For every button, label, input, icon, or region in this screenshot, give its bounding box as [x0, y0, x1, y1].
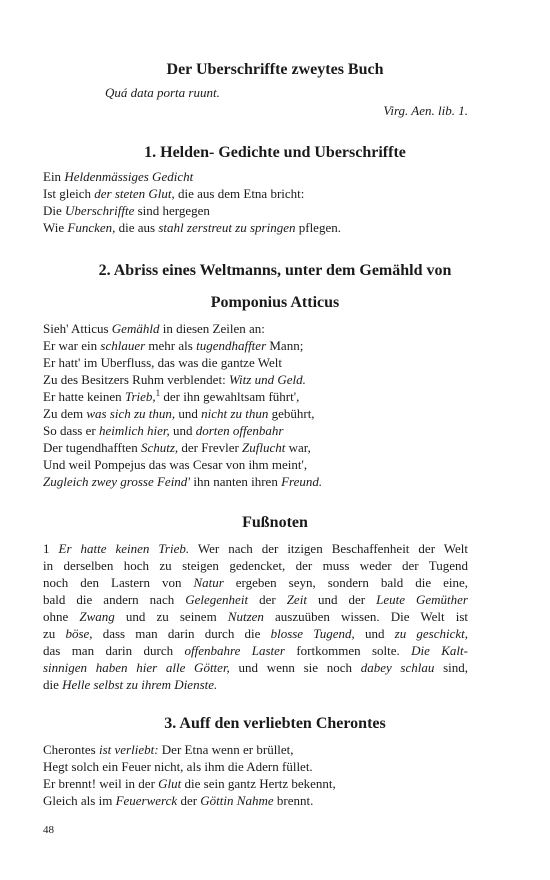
text-run: Witz und Geld.	[228, 372, 306, 387]
text-run: Er war ein	[43, 338, 101, 353]
text-run: stahl zerstreut zu springen	[158, 220, 296, 235]
text-run: Gemähld	[111, 321, 160, 336]
poem2-title-line2: Pomponius Atticus	[210, 294, 340, 311]
text-run: sind hergegen	[134, 203, 210, 218]
text-run: dass man darin durch die	[92, 626, 271, 641]
verse-line	[43, 473, 468, 490]
text-run: ihn nanten ihren	[190, 474, 282, 489]
text-run: schlauer	[100, 338, 146, 353]
text-run: Gleich als im	[43, 793, 116, 808]
verse-line	[43, 337, 468, 354]
poem3-body	[43, 741, 468, 809]
page-number: 48	[43, 824, 54, 836]
text-run: Ist gleich	[43, 186, 95, 201]
text-run: die aus dem Etna bricht:	[174, 186, 305, 201]
verse-line	[43, 405, 468, 422]
text-run: tugendhaffter	[196, 338, 267, 353]
text-run: Feuerwerck	[115, 793, 178, 808]
text-run: in derselben hoch zu steigen gedencket, der muss weder der Tugend	[43, 558, 468, 573]
text-run: Die Kalt-	[411, 643, 468, 658]
verse-line	[43, 185, 468, 202]
poem2-body	[43, 320, 468, 490]
text-run: Leute Gemüther	[376, 592, 468, 607]
text-run: und	[175, 406, 202, 421]
text-run: Er brennt! weil in der	[43, 776, 159, 791]
footnotes-body	[43, 540, 468, 693]
poem1-title: 1. Helden- Gedichte und Uberschriffte	[144, 144, 406, 161]
text-run: Zu dem	[43, 406, 87, 421]
text-run: Gelegenheit	[185, 592, 249, 607]
verse-line	[43, 388, 468, 405]
text-run: fortkommen solte.	[284, 643, 412, 658]
text-run: Wie	[43, 220, 68, 235]
verse-line	[43, 741, 468, 758]
footnote-line	[43, 608, 468, 625]
footnote-line	[43, 642, 468, 659]
text-run: Der tugendhafften	[43, 440, 141, 455]
text-run: Zeit	[286, 592, 307, 607]
text-run: der	[177, 793, 201, 808]
text-run: war,	[285, 440, 311, 455]
footnote-line	[43, 625, 468, 642]
text-run: die aus	[115, 220, 159, 235]
verse-line	[43, 792, 468, 809]
footnote-line	[43, 557, 468, 574]
footnote-line	[43, 574, 468, 591]
text-run: Ein	[43, 169, 65, 184]
text-run: der	[248, 592, 287, 607]
verse-line	[43, 422, 468, 439]
text-run: ist verliebt:	[98, 742, 159, 757]
text-run: Und weil Pompejus das was Cesar von ihm meint',	[43, 457, 308, 472]
text-run: auszuüben wissen. Die Welt ist	[263, 609, 468, 624]
verse-line	[43, 168, 468, 185]
text-run: ohne	[43, 609, 80, 624]
text-run: Der Etna wenn er brüllet,	[158, 742, 294, 757]
text-run: mehr als	[145, 338, 197, 353]
verse-line	[43, 202, 468, 219]
text-run: Wer nach der itzigen Beschaffenheit der Welt	[189, 541, 469, 556]
verse-line	[43, 775, 468, 792]
text-run: Er hatte keinen	[43, 389, 125, 404]
verse-line	[43, 219, 468, 236]
text-run: Cherontes	[43, 742, 99, 757]
footnote-line	[43, 676, 468, 693]
poem1-body	[43, 168, 468, 236]
motto-text: Quá data porta ruunt.	[105, 85, 220, 100]
verse-line	[43, 439, 468, 456]
text-run: der ihn gewahltsam führt',	[160, 389, 300, 404]
text-run: brennt.	[273, 793, 314, 808]
footnotes-title: Fußnoten	[242, 514, 308, 531]
footnote-line	[43, 540, 468, 557]
text-run: nicht zu thun	[201, 406, 269, 421]
text-run: zu	[43, 626, 66, 641]
verse-line	[43, 354, 468, 371]
text-run: 1	[43, 541, 59, 556]
text-run: dorten offenbahr	[195, 423, 284, 438]
text-run: Die	[43, 203, 66, 218]
text-run: sind,	[434, 660, 468, 675]
text-run: was sich zu thun,	[86, 406, 176, 421]
text-run: zu geschickt,	[394, 626, 469, 641]
text-run: Hegt solch ein Feuer nicht, als ihm die Adern füllet.	[43, 759, 313, 774]
text-run: heimlich hier,	[98, 423, 170, 438]
text-run: böse,	[65, 626, 93, 641]
verse-line	[43, 456, 468, 473]
text-run: Heldenmässiges Gedicht	[64, 169, 194, 184]
text-run: Zugleich zwey grosse Feind'	[43, 474, 191, 489]
text-run: Er hatt' im Uberfluss, das was die gantze Welt	[43, 355, 282, 370]
text-run: Zu des Besitzers Ruhm verblendet:	[43, 372, 229, 387]
text-run: die	[43, 677, 63, 692]
poem3-title: 3. Auff den verliebten Cherontes	[164, 715, 386, 732]
text-run: Zuflucht	[242, 440, 286, 455]
text-run: Göttin Nahme	[200, 793, 274, 808]
footnote-line	[43, 591, 468, 608]
text-run: offenbahre Laster	[184, 643, 285, 658]
verse-line	[43, 371, 468, 388]
text-run: Mann;	[266, 338, 304, 353]
text-run: blosse Tugend,	[270, 626, 355, 641]
text-run: Zwang	[79, 609, 115, 624]
text-run: Schutz,	[140, 440, 179, 455]
motto-source: Virg. Aen. lib. 1.	[383, 103, 468, 118]
text-run: der Frevler	[178, 440, 243, 455]
text-run: der steten Glut,	[94, 186, 175, 201]
text-run: das man darin durch	[43, 643, 185, 658]
text-run: pflegen.	[295, 220, 341, 235]
footnote-marker[interactable]: 1	[155, 388, 161, 398]
text-run: dabey schlau	[360, 660, 435, 675]
text-run: sinnigen haben hier alle Götter,	[43, 660, 230, 675]
text-run: Trieb,	[124, 389, 156, 404]
text-run: Sieh' Atticus	[43, 321, 112, 336]
text-run: und	[169, 423, 196, 438]
book-title: Der Uberschriffte zweytes Buch	[166, 61, 384, 78]
footnote-line	[43, 659, 468, 676]
text-run: in diesen Zeilen an:	[159, 321, 265, 336]
text-run: So dass er	[43, 423, 99, 438]
verse-line	[43, 758, 468, 775]
text-run: die sein gantz Hertz bekennt,	[181, 776, 336, 791]
text-run: Nutzen	[227, 609, 264, 624]
verse-line	[43, 320, 468, 337]
text-run: Freund.	[281, 474, 323, 489]
text-run: gebührt,	[268, 406, 315, 421]
text-run: und	[354, 626, 395, 641]
text-run: Er hatte keinen Trieb.	[58, 541, 190, 556]
text-run: und wenn sie noch	[229, 660, 361, 675]
poem2-title-line1: 2. Abriss eines Weltmanns, unter dem Gemähld von	[98, 262, 452, 279]
text-run: Natur	[193, 575, 224, 590]
text-run: bald die andern nach	[43, 592, 186, 607]
text-run: ergeben seyn, sondern bald die eine,	[223, 575, 468, 590]
text-run: und zu seinem	[114, 609, 228, 624]
text-run: Glut	[158, 776, 182, 791]
text-run: und der	[306, 592, 377, 607]
text-run: Uberschriffte	[65, 203, 135, 218]
text-run: noch den Lastern von	[43, 575, 194, 590]
text-run: Helle selbst zu ihrem Dienste.	[62, 677, 218, 692]
text-run: Funcken,	[67, 220, 116, 235]
